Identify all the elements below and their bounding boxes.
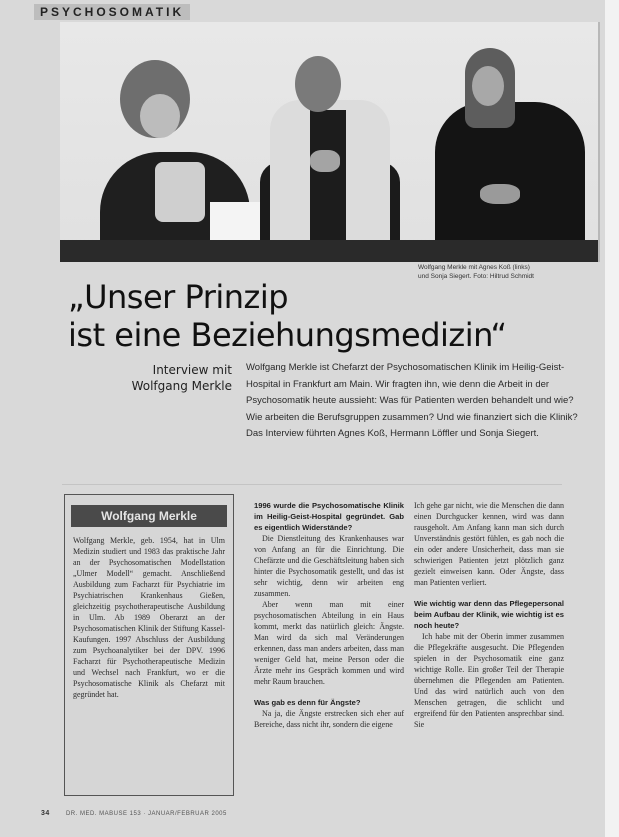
article-column-3 (414, 500, 564, 730)
page-number: 34 (41, 810, 50, 817)
person-left-face (140, 94, 180, 138)
person-center-hand (310, 150, 340, 172)
article-column-2 (254, 500, 404, 730)
kicker (120, 362, 232, 394)
interview-question: Was gab es denn für Ängste? (254, 698, 361, 707)
person-left-shirt (155, 162, 205, 222)
bio-title: Wolfgang Merkle (71, 505, 227, 527)
headline (68, 278, 507, 354)
interview-answer: Die Dienstleitung des Krankenhauses war von Anfang an für die Einrichtung. Die Chefärzte und die Geschäftsleitung haben sich hinter die Psychosomatik gestellt, und das ist sehr wichtig, denn wir arbeiten eng zusammen. (254, 534, 404, 598)
interview-answer: Ich habe mit der Oberin immer zusammen die Pflegekräfte ausgesucht. Die Pflegenden spielen in der Psychosomatik eine ganz wichtige Rolle. Ein großer Teil der Therapie übernehmen die Pflegenden am Patienten. Und das wird natürlich auch von den Menschen getragen, die schlicht und ergreifend für den Patienten ansprechbar sind. Sie (414, 632, 564, 729)
interview-photo (60, 22, 600, 262)
person-center-shirt (310, 110, 346, 240)
caption-line: und Sonja Siegert. Foto: Hiltrud Schmidt (418, 273, 534, 280)
person-center-head (295, 56, 341, 112)
interview-question: 1996 wurde die Psychosomatische Klinik im Heilig-Geist-Hospital gegründet. Gab es eigentlich Widerstände? (254, 501, 404, 532)
interview-answer: Na ja, die Ängste erstrecken sich eher auf Bereiche, dass nicht ihr, sondern die eigene (254, 709, 404, 729)
bio-text: Wolfgang Merkle, geb. 1954, hat in Ulm Medizin studiert und 1983 das praktische Jahr an der Psychosomatischen Modellstation „Ulmer Modell“ gemacht. Anschließend Ausbildung zum Facharzt für Psychiatrie im Psychiatrischen Krankenhaus Gießen, gleichzeitig psychotherapeutische Ausbildung in Ulm. Ab 1989 Oberarzt an der Psychosomatischen Klinik der Stiftung Kassel-Kaufungen. 1997 Abschluss der Ausbildung zum Psychoanalytiker bei der DPV. 1996 Facharzt für Psychotherapeutische Medizin und Wechsel nach Frankfurt, wo er die Psychosomatische Klinik als Chefarzt mit gegründet hat. (73, 536, 225, 699)
page-footer (41, 810, 227, 817)
person-right-hands (480, 184, 520, 204)
photo-floor (60, 240, 598, 262)
divider (62, 484, 562, 485)
bio-box (64, 494, 234, 796)
person-right-face (472, 66, 504, 106)
section-label: PSYCHOSOMATIK (34, 4, 190, 20)
page-edge (605, 0, 619, 837)
interview-answer: Aber wenn man mit einer psychosomatischen Abteilung in ein Haus kommt, merkt das natürlich gleich: Ängste. Man wird da sich mal Veränderungen erkennen, dass man anders arbeiten, dass man weniger Geld hat, meine Person oder die Ärzte mehr ins Gespräch kommen und wird mehr Raum brauchen. (254, 600, 404, 686)
interview-question: Wie wichtig war denn das Pflegepersonal beim Aufbau der Klinik, wie wichtig ist es noch heute? (414, 599, 564, 630)
headline-line-2: ist eine Beziehungsmedizin“ (68, 316, 507, 354)
running-title: DR. MED. MABUSE 153 · JANUAR/FEBRUAR 2005 (65, 811, 227, 817)
kicker-line-2: Wolfgang Merkle (131, 379, 232, 393)
kicker-line-1: Interview mit (152, 363, 232, 377)
caption-line: Wolfgang Merkle mit Agnes Koß (links) (418, 264, 530, 271)
intro-paragraph: Wolfgang Merkle ist Chefarzt der Psychosomatischen Klinik im Heilig-Geist-Hospital in Frankfurt am Main. Wir fragten ihn, wie denn die Arbeit in der Psychosomatik heute aussieht: Was für Patienten werden behandelt und wie? Wie arbeiten die Berufsgruppen zusammen? Und wie finanziert sich die Klinik? Das Interview führten Agnes Koß, Hermann Löffler und Sonja Siegert. (246, 362, 578, 440)
headline-line-1: „Unser Prinzip (68, 278, 289, 316)
interview-answer: Ich gehe gar nicht, wie die Menschen die dann einen Durchgucker kennen, wird was dann rausgeholt. Am Anfang kann man sich durch Unverständnis gestört fühlen, es gab noch die ein oder andere Unsicherheit, dass man sie schwierigen Patienten jetzt plötzlich ganz gezielt einweisen kann. Oder Ängste, dass man Patienten verliert. (414, 501, 564, 587)
